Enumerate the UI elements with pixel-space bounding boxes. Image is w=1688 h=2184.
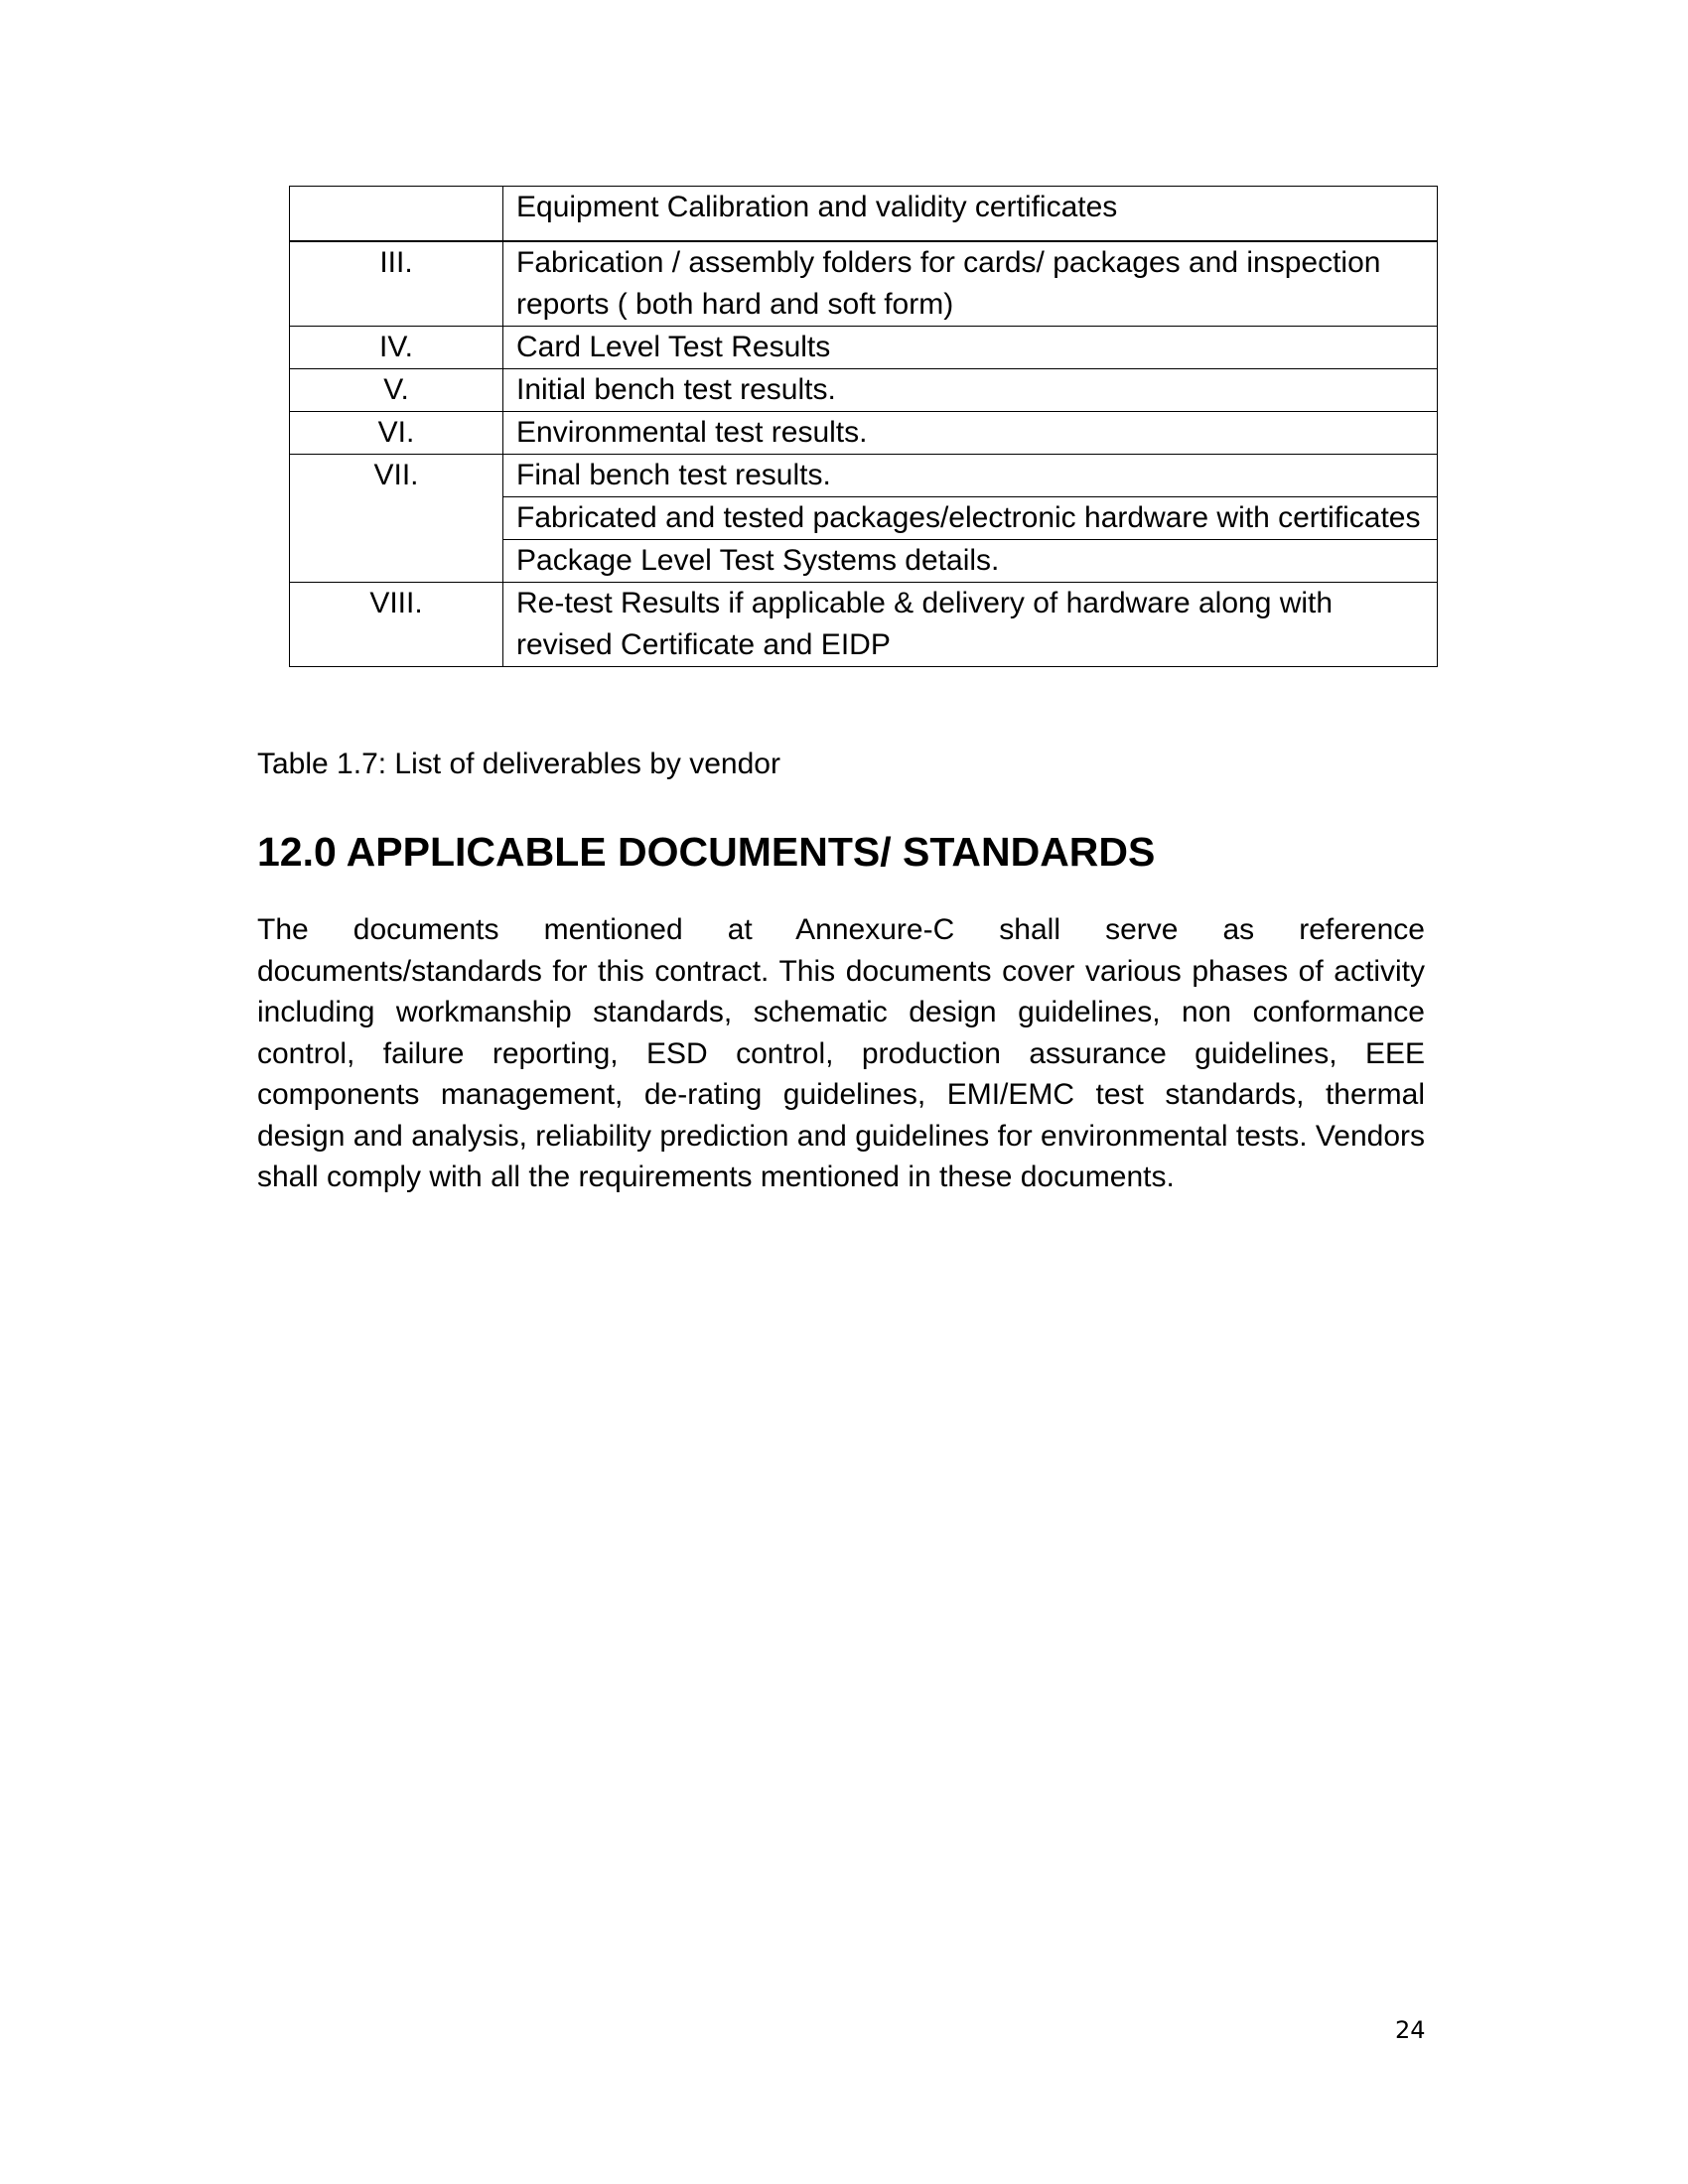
row-description: Fabrication / assembly folders for cards/ packages and inspection reports ( both hard and soft form)	[503, 241, 1438, 327]
row-number: VII.	[290, 455, 503, 497]
page-number: 24	[1395, 2016, 1426, 2044]
row-description: Initial bench test results.	[503, 369, 1438, 412]
deliverables-table	[289, 186, 1438, 667]
row-number	[290, 497, 503, 540]
row-description: Re-test Results if applicable & delivery of hardware along with revised Certificate and EIDP	[503, 583, 1438, 667]
row-number: IV.	[290, 327, 503, 369]
table-caption: Table 1.7: List of deliverables by vendor	[257, 748, 780, 780]
row-number: VI.	[290, 412, 503, 455]
table-row	[290, 369, 1438, 412]
table-row	[290, 540, 1438, 583]
row-description: Equipment Calibration and validity certificates	[503, 187, 1438, 242]
row-number: III.	[290, 241, 503, 327]
row-description: Fabricated and tested packages/electronic hardware with certificates	[503, 497, 1438, 540]
body-paragraph: The documents mentioned at Annexure-C shall serve as reference documents/standards for this contract. This documents cover various phases of activity including workmanship standards, schematic design guidelines, non conformance control, failure reporting, ESD control, production assurance guidelines, EEE components management, de-rating guidelines, EMI/EMC test standards, thermal design and analysis, reliability prediction and guidelines for environmental tests. Vendors shall comply with all the requirements mentioned in these documents.	[257, 913, 1425, 1193]
table-row	[290, 412, 1438, 455]
table-row	[290, 583, 1438, 667]
table-row	[290, 241, 1438, 327]
row-number: VIII.	[290, 583, 503, 667]
row-number	[290, 187, 503, 242]
table-row	[290, 455, 1438, 497]
row-description: Final bench test results.	[503, 455, 1438, 497]
row-description: Card Level Test Results	[503, 327, 1438, 369]
row-number	[290, 540, 503, 583]
section-heading: 12.0 APPLICABLE DOCUMENTS/ STANDARDS	[257, 829, 1156, 875]
table-row	[290, 327, 1438, 369]
table-row	[290, 187, 1438, 242]
row-description: Package Level Test Systems details.	[503, 540, 1438, 583]
row-number: V.	[290, 369, 503, 412]
table-row	[290, 497, 1438, 540]
row-description: Environmental test results.	[503, 412, 1438, 455]
